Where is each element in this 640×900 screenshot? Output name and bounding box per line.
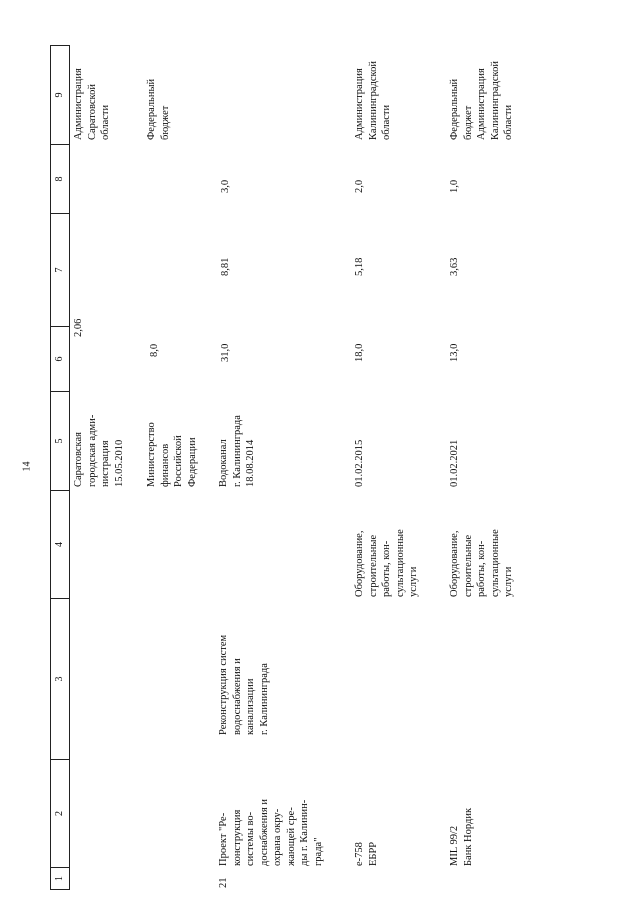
row3-col8: 2,0 xyxy=(354,179,365,193)
row1-col5: Министерство финансов Российской Федерации xyxy=(146,422,198,487)
header-row xyxy=(50,45,70,890)
row4-col5: 01.02.2021 xyxy=(449,439,460,487)
row4-col4: Оборудование, строительные работы, кон- сультационные услуги xyxy=(449,529,514,597)
row1-col6: 8,0 xyxy=(149,343,160,357)
header-cell-6: 6 xyxy=(51,327,69,392)
row2-col5: Водоканал г. Калининграда 18.08.2014 xyxy=(218,415,256,487)
row4-col6: 13,0 xyxy=(449,343,460,362)
row2-col8: 3,0 xyxy=(220,179,231,193)
page-number: 14 xyxy=(21,461,33,472)
header-cell-3: 3 xyxy=(51,599,69,760)
row3-col6: 18,0 xyxy=(354,343,365,362)
row0-col6: 2,06 xyxy=(73,318,84,337)
header-cell-9: 9 xyxy=(51,45,69,145)
row3-col2: e-758 ЕБРР xyxy=(354,841,379,866)
header-cell-1: 1 xyxy=(51,868,69,890)
row2-col7: 8,81 xyxy=(220,257,231,276)
row2-col3: Реконструкция систем водоснабжения и канализации г. Калининграда xyxy=(218,634,270,735)
row4-col7: 3,63 xyxy=(449,257,460,276)
row4-col2: MIL 99/2 Банк Нордик xyxy=(449,807,474,866)
row2-col6: 31,0 xyxy=(220,343,231,362)
row4-col8: 1,0 xyxy=(449,179,460,193)
header-cell-4: 4 xyxy=(51,491,69,599)
rotated-table xyxy=(50,45,630,890)
row2-col1: 21 xyxy=(218,877,229,888)
row4-col9: Федеральный бюджет Администрация Калининградской области xyxy=(449,61,514,140)
header-cell-8: 8 xyxy=(51,145,69,214)
row3-col5: 01.02.2015 xyxy=(354,439,365,487)
header-cell-7: 7 xyxy=(51,214,69,327)
row1-col9: Федеральный бюджет xyxy=(146,78,171,140)
row3-col7: 5,18 xyxy=(354,257,365,276)
row2-col2: Проект "Ре- конструкция системы во- доснабжения и охрана окру- жающей сре- ды г. Калинин- града" xyxy=(218,799,324,866)
row0-col5: Саратовская городская адми- нистрация 15.05.2010 xyxy=(73,414,125,487)
header-cell-2: 2 xyxy=(51,760,69,868)
row3-col9: Администрация Калининградской области xyxy=(354,61,392,140)
row3-col4: Оборудование, строительные работы, кон- сультационные услуги xyxy=(354,529,419,597)
header-cell-5: 5 xyxy=(51,392,69,491)
row0-col9: Администрация Саратовской области xyxy=(73,68,111,140)
